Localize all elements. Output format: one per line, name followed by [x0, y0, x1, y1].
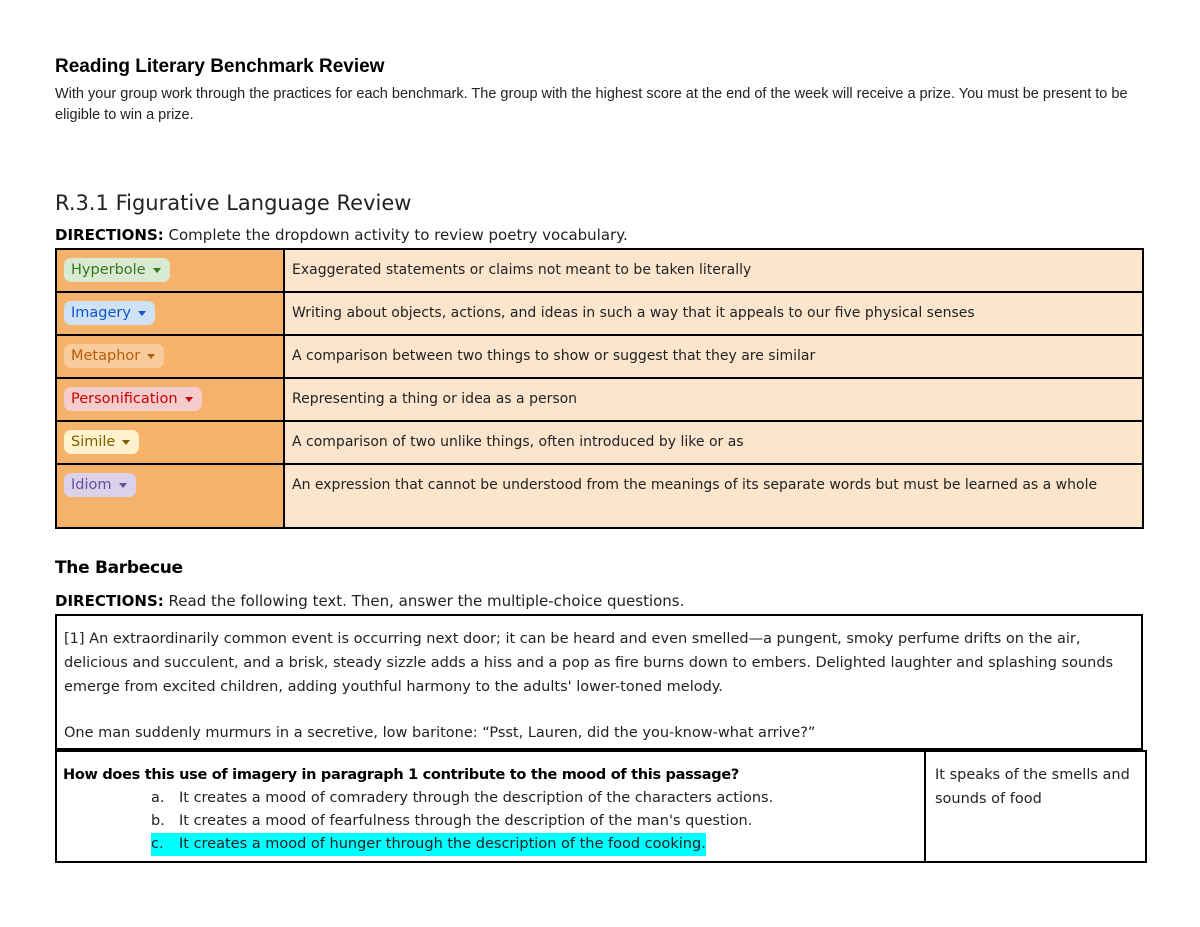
- dropdown-chip-personification[interactable]: [64, 387, 202, 411]
- option-letter: b.: [151, 813, 165, 829]
- caret-down-icon: [138, 311, 146, 316]
- caret-down-icon: [119, 483, 127, 488]
- table-row: [56, 464, 1143, 528]
- caret-down-icon: [185, 397, 193, 402]
- table-row: [56, 421, 1143, 464]
- directions-1: [55, 226, 628, 244]
- chip-label: Personification: [71, 391, 178, 407]
- table-row: [56, 335, 1143, 378]
- intro-text: With your group work through the practices for each benchmark. The group with the highest score at the end of the week will receive a prize. You must be present to be eligible to win a prize.: [55, 86, 1128, 123]
- vocabulary-table: [55, 248, 1144, 529]
- chip-label: Hyperbole: [71, 262, 146, 278]
- definition-cell: Exaggerated statements or claims not meant to be taken literally: [284, 249, 1143, 292]
- answer-option-b: [63, 810, 924, 833]
- dropdown-chip-simile[interactable]: [64, 430, 139, 454]
- directions-text: Read the following text. Then, answer the multiple-choice questions.: [163, 592, 685, 610]
- directions-label: DIRECTIONS:: [55, 592, 164, 610]
- answer-option-a: [63, 787, 924, 810]
- definition-cell: Representing a thing or idea as a person: [284, 378, 1143, 421]
- chip-label: Metaphor: [71, 348, 141, 364]
- dropdown-chip-idiom[interactable]: [64, 473, 136, 497]
- table-row: [56, 378, 1143, 421]
- question-text: How does this use of imagery in paragraph 1 contribute to the mood of this passage?: [63, 767, 739, 783]
- option-letter: a.: [151, 790, 165, 806]
- definition-cell: A comparison between two things to show or suggest that they are similar: [284, 335, 1143, 378]
- dropdown-chip-imagery[interactable]: [64, 301, 155, 325]
- question-box: [55, 750, 1147, 863]
- caret-down-icon: [153, 268, 161, 273]
- question-cell: [57, 752, 926, 861]
- page-title: Reading Literary Benchmark Review: [55, 56, 385, 77]
- directions-label: DIRECTIONS:: [55, 226, 164, 244]
- chip-label: Simile: [71, 434, 116, 450]
- option-text: It creates a mood of hunger through the description of the food cooking.: [179, 833, 706, 856]
- story-title: The Barbecue: [55, 558, 183, 578]
- definition-cell: Writing about objects, actions, and ideas in such a way that it appeals to our five physical senses: [284, 292, 1143, 335]
- definition-cell: A comparison of two unlike things, often introduced by like or as: [284, 421, 1143, 464]
- section-heading: R.3.1 Figurative Language Review: [55, 191, 412, 215]
- passage-paragraph-2: One man suddenly murmurs in a secretive, low baritone: “Psst, Lauren, did the you-know-what arrive?”: [64, 725, 816, 741]
- option-text: It creates a mood of fearfulness through the description of the man's question.: [179, 813, 753, 829]
- table-row: [56, 249, 1143, 292]
- directions-2: [55, 592, 684, 610]
- passage-box: [55, 614, 1143, 750]
- dropdown-chip-hyperbole[interactable]: [64, 258, 170, 282]
- caret-down-icon: [147, 354, 155, 359]
- table-row: [56, 292, 1143, 335]
- answer-option-c: [63, 833, 924, 856]
- option-letter: c.: [151, 833, 179, 856]
- definition-cell: An expression that cannot be understood from the meanings of its separate words but must be learned as a whole: [284, 464, 1143, 528]
- chip-label: Imagery: [71, 305, 131, 321]
- chip-label: Idiom: [71, 477, 112, 493]
- option-text: It creates a mood of comradery through the description of the characters actions.: [179, 790, 774, 806]
- passage-paragraph-1: [1] An extraordinarily common event is occurring next door; it can be heard and even smelled—a pungent, smoky perfume drifts on the air, delicious and succulent, and a brisk, steady sizzle adds a hiss and a pop as fire burns down to embers. Delighted laughter and splashing sounds emerge from excited children, adding youthful harmony to the adults' lower-toned melody.: [64, 631, 1114, 695]
- dropdown-chip-metaphor[interactable]: [64, 344, 164, 368]
- answer-note: It speaks of the smells and sounds of food: [935, 767, 1130, 807]
- caret-down-icon: [122, 440, 130, 445]
- directions-text: Complete the dropdown activity to review poetry vocabulary.: [163, 226, 628, 244]
